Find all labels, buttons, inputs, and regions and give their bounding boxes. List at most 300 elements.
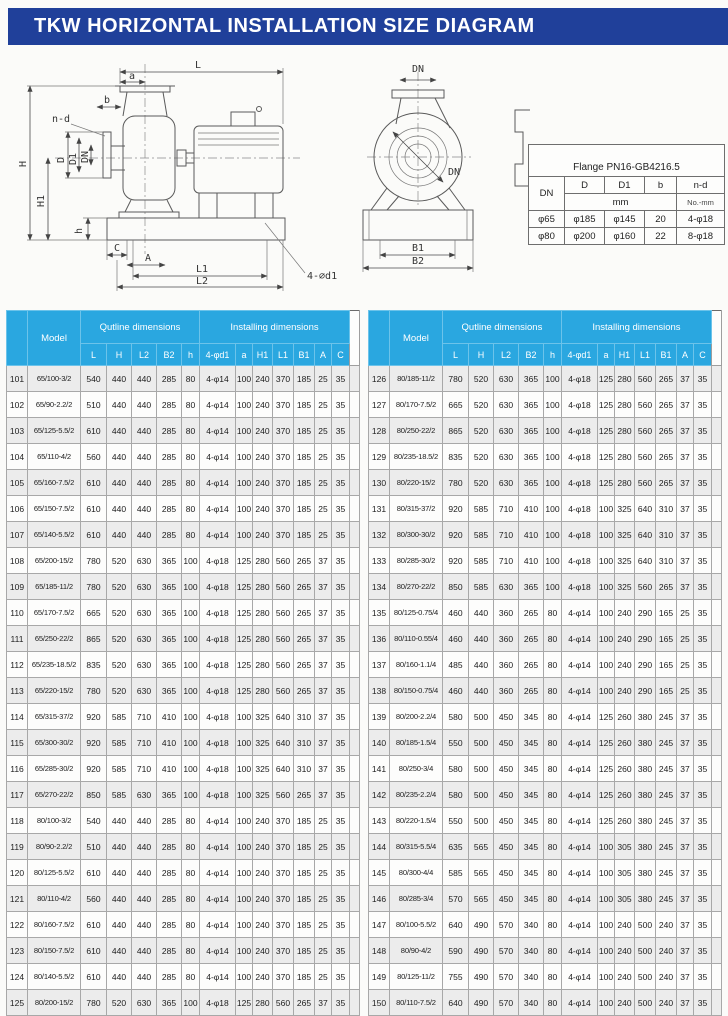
value-cell: 4-φ14	[200, 834, 236, 860]
value-cell: 370	[273, 418, 294, 444]
header-B1: B1	[294, 344, 315, 366]
dim-label-B2: B2	[411, 256, 425, 267]
header-outline-group: Qutline dimensions	[81, 311, 200, 344]
value-cell: 37	[676, 938, 693, 964]
table-row	[7, 756, 360, 782]
header-B2: B2	[157, 344, 182, 366]
value-cell: 340	[518, 938, 543, 964]
value-cell: 240	[253, 808, 273, 834]
spacer-cell	[712, 990, 722, 1016]
value-cell: 265	[294, 574, 315, 600]
value-cell: 100	[236, 730, 253, 756]
motor-foot	[255, 193, 273, 218]
value-cell: 370	[273, 444, 294, 470]
value-cell: 4-φ14	[561, 782, 597, 808]
value-cell: 305	[614, 860, 634, 886]
row-number: 146	[368, 886, 389, 912]
value-cell: 440	[132, 964, 157, 990]
value-cell: 245	[655, 782, 676, 808]
spacer-cell	[712, 756, 722, 782]
model-cell: 80/110-7.5/2	[389, 990, 442, 1016]
value-cell: 25	[315, 886, 332, 912]
value-cell: 4-φ18	[200, 678, 236, 704]
value-cell: 100	[543, 366, 561, 392]
value-cell: 4-φ18	[561, 574, 597, 600]
value-cell: 245	[655, 756, 676, 782]
value-cell: 100	[182, 782, 200, 808]
value-cell: 710	[493, 496, 518, 522]
value-cell: 440	[107, 964, 132, 990]
value-cell: 100	[597, 678, 614, 704]
flange-cell: 20	[645, 211, 677, 228]
value-cell: 4-φ14	[561, 808, 597, 834]
value-cell: 35	[332, 782, 350, 808]
value-cell: 240	[253, 938, 273, 964]
value-cell: 560	[634, 366, 655, 392]
header-a: a	[236, 344, 253, 366]
value-cell: 440	[132, 496, 157, 522]
row-number: 129	[368, 444, 389, 470]
flange-spec-table	[528, 144, 724, 245]
value-cell: 450	[493, 808, 518, 834]
value-cell: 780	[442, 366, 468, 392]
value-cell: 370	[273, 496, 294, 522]
value-cell: 125	[597, 730, 614, 756]
row-number: 141	[368, 756, 389, 782]
value-cell: 35	[332, 652, 350, 678]
value-cell: 4-φ18	[561, 470, 597, 496]
value-cell: 370	[273, 366, 294, 392]
value-cell: 920	[442, 496, 468, 522]
value-cell: 240	[614, 912, 634, 938]
value-cell: 440	[107, 860, 132, 886]
row-number: 124	[7, 964, 28, 990]
value-cell: 240	[614, 626, 634, 652]
spacer-cell	[712, 808, 722, 834]
value-cell: 25	[315, 418, 332, 444]
table-row	[7, 860, 360, 886]
value-cell: 35	[332, 496, 350, 522]
dim-label-DN: DN	[80, 150, 91, 164]
value-cell: 500	[634, 938, 655, 964]
value-cell: 780	[81, 574, 107, 600]
value-cell: 780	[81, 678, 107, 704]
value-cell: 565	[468, 860, 493, 886]
value-cell: 635	[442, 834, 468, 860]
value-cell: 240	[253, 886, 273, 912]
model-cell: 80/110-0.55/4	[389, 626, 442, 652]
table-row	[368, 860, 721, 886]
model-cell: 65/220-15/2	[28, 678, 81, 704]
value-cell: 365	[157, 782, 182, 808]
model-cell: 65/270-22/2	[28, 782, 81, 808]
value-cell: 410	[157, 730, 182, 756]
value-cell: 365	[157, 600, 182, 626]
table-row	[7, 574, 360, 600]
value-cell: 4-φ14	[200, 522, 236, 548]
model-cell: 80/160-1.1/4	[389, 652, 442, 678]
value-cell: 630	[132, 782, 157, 808]
value-cell: 570	[442, 886, 468, 912]
value-cell: 165	[655, 678, 676, 704]
value-cell: 35	[332, 600, 350, 626]
value-cell: 835	[81, 652, 107, 678]
value-cell: 265	[294, 626, 315, 652]
value-cell: 100	[182, 990, 200, 1016]
value-cell: 610	[81, 860, 107, 886]
value-cell: 410	[518, 548, 543, 574]
table-row	[368, 626, 721, 652]
value-cell: 560	[273, 652, 294, 678]
header-H: H	[107, 344, 132, 366]
row-number: 147	[368, 912, 389, 938]
value-cell: 345	[518, 834, 543, 860]
value-cell: 500	[634, 912, 655, 938]
value-cell: 185	[294, 860, 315, 886]
value-cell: 440	[132, 912, 157, 938]
value-cell: 280	[253, 574, 273, 600]
value-cell: 630	[132, 678, 157, 704]
value-cell: 100	[182, 704, 200, 730]
dim-label-D1: D1	[68, 152, 79, 166]
header-row-number	[368, 311, 389, 366]
value-cell: 560	[273, 678, 294, 704]
value-cell: 325	[614, 548, 634, 574]
value-cell: 280	[614, 444, 634, 470]
table-row	[368, 938, 721, 964]
value-cell: 360	[493, 626, 518, 652]
value-cell: 100	[597, 548, 614, 574]
value-cell: 4-φ14	[561, 626, 597, 652]
value-cell: 4-φ14	[561, 704, 597, 730]
value-cell: 35	[332, 704, 350, 730]
row-number: 145	[368, 860, 389, 886]
row-number: 122	[7, 912, 28, 938]
value-cell: 100	[597, 496, 614, 522]
value-cell: 25	[676, 678, 693, 704]
value-cell: 380	[634, 730, 655, 756]
value-cell: 240	[253, 366, 273, 392]
table-row	[368, 808, 721, 834]
value-cell: 100	[236, 444, 253, 470]
value-cell: 440	[132, 470, 157, 496]
dim-label-nd: n-d	[51, 114, 71, 125]
value-cell: 540	[81, 808, 107, 834]
value-cell: 440	[468, 626, 493, 652]
spacer-cell	[712, 392, 722, 418]
table-row	[368, 652, 721, 678]
value-cell: 100	[182, 678, 200, 704]
value-cell: 35	[332, 730, 350, 756]
value-cell: 80	[182, 522, 200, 548]
table-row	[7, 626, 360, 652]
value-cell: 80	[182, 964, 200, 990]
value-cell: 35	[332, 392, 350, 418]
value-cell: 490	[468, 990, 493, 1016]
value-cell: 100	[182, 574, 200, 600]
spacer-cell	[350, 444, 360, 470]
value-cell: 35	[693, 756, 711, 782]
model-cell: 80/285-3/4	[389, 886, 442, 912]
value-cell: 25	[315, 860, 332, 886]
page-title: TKW HORIZONTAL INSTALLATION SIZE DIAGRAM	[8, 8, 728, 45]
value-cell: 185	[294, 938, 315, 964]
value-cell: 440	[107, 444, 132, 470]
value-cell: 245	[655, 886, 676, 912]
value-cell: 80	[543, 704, 561, 730]
dim-label-a: a	[128, 71, 136, 82]
table-row	[368, 678, 721, 704]
value-cell: 865	[442, 418, 468, 444]
value-cell: 100	[597, 938, 614, 964]
value-cell: 165	[655, 600, 676, 626]
flange-row	[529, 211, 725, 228]
row-number: 150	[368, 990, 389, 1016]
value-cell: 570	[493, 964, 518, 990]
row-number: 144	[368, 834, 389, 860]
value-cell: 520	[107, 990, 132, 1016]
value-cell: 4-φ18	[561, 444, 597, 470]
spacer-cell	[712, 730, 722, 756]
value-cell: 37	[315, 600, 332, 626]
row-number: 118	[7, 808, 28, 834]
model-cell: 80/220-1.5/4	[389, 808, 442, 834]
value-cell: 80	[543, 886, 561, 912]
header-row-number	[7, 311, 28, 366]
spacer-cell	[712, 678, 722, 704]
spacer-cell	[350, 574, 360, 600]
table-row	[7, 886, 360, 912]
value-cell: 240	[253, 522, 273, 548]
value-cell: 25	[315, 808, 332, 834]
value-cell: 265	[294, 782, 315, 808]
flange-col-dn: DN	[529, 177, 565, 211]
value-cell: 37	[315, 678, 332, 704]
flange-cell: φ65	[529, 211, 565, 228]
value-cell: 365	[157, 652, 182, 678]
value-cell: 450	[493, 886, 518, 912]
value-cell: 510	[81, 834, 107, 860]
value-cell: 37	[676, 730, 693, 756]
value-cell: 240	[655, 938, 676, 964]
value-cell: 4-φ14	[200, 860, 236, 886]
header-L1: L1	[634, 344, 655, 366]
value-cell: 25	[315, 964, 332, 990]
value-cell: 37	[676, 548, 693, 574]
value-cell: 80	[543, 834, 561, 860]
value-cell: 835	[442, 444, 468, 470]
value-cell: 185	[294, 418, 315, 444]
row-number: 105	[7, 470, 28, 496]
spacer-cell	[350, 496, 360, 522]
header-B2: B2	[518, 344, 543, 366]
spacer-cell	[712, 938, 722, 964]
value-cell: 440	[468, 600, 493, 626]
value-cell: 35	[332, 522, 350, 548]
value-cell: 25	[315, 912, 332, 938]
row-number: 135	[368, 600, 389, 626]
flange-cell: 4-φ18	[677, 211, 725, 228]
value-cell: 185	[294, 366, 315, 392]
value-cell: 4-φ14	[200, 444, 236, 470]
value-cell: 4-φ14	[561, 652, 597, 678]
value-cell: 920	[442, 522, 468, 548]
value-cell: 35	[693, 990, 711, 1016]
value-cell: 240	[614, 600, 634, 626]
value-cell: 920	[442, 548, 468, 574]
value-cell: 245	[655, 834, 676, 860]
value-cell: 245	[655, 704, 676, 730]
spacer-cell	[712, 886, 722, 912]
value-cell: 325	[253, 730, 273, 756]
value-cell: 35	[693, 522, 711, 548]
value-cell: 80	[543, 730, 561, 756]
header-install-group: Installing dimensions	[200, 311, 350, 344]
value-cell: 100	[543, 574, 561, 600]
value-cell: 440	[107, 808, 132, 834]
value-cell: 265	[294, 652, 315, 678]
model-cell: 80/250-3/4	[389, 756, 442, 782]
value-cell: 37	[676, 470, 693, 496]
value-cell: 285	[157, 912, 182, 938]
value-cell: 585	[468, 548, 493, 574]
value-cell: 585	[468, 522, 493, 548]
value-cell: 35	[693, 834, 711, 860]
value-cell: 240	[253, 444, 273, 470]
table-row	[368, 730, 721, 756]
table-row	[7, 912, 360, 938]
value-cell: 35	[693, 964, 711, 990]
value-cell: 460	[442, 626, 468, 652]
value-cell: 125	[597, 418, 614, 444]
value-cell: 520	[107, 678, 132, 704]
value-cell: 4-φ14	[561, 730, 597, 756]
value-cell: 100	[236, 392, 253, 418]
value-cell: 4-φ18	[200, 600, 236, 626]
value-cell: 100	[236, 496, 253, 522]
table-row	[368, 444, 721, 470]
value-cell: 520	[468, 392, 493, 418]
row-number: 128	[368, 418, 389, 444]
value-cell: 440	[132, 938, 157, 964]
suction-flange	[103, 132, 111, 178]
value-cell: 440	[468, 678, 493, 704]
value-cell: 710	[132, 704, 157, 730]
value-cell: 100	[182, 652, 200, 678]
value-cell: 280	[253, 548, 273, 574]
row-number: 127	[368, 392, 389, 418]
value-cell: 125	[597, 704, 614, 730]
row-number: 134	[368, 574, 389, 600]
model-cell: 65/125-5.5/2	[28, 418, 81, 444]
row-number: 130	[368, 470, 389, 496]
spacer-cell	[350, 990, 360, 1016]
dimension-table-right	[368, 310, 722, 1016]
value-cell: 585	[107, 782, 132, 808]
flange-cell: φ200	[565, 228, 605, 245]
row-number: 117	[7, 782, 28, 808]
spacer-cell	[350, 860, 360, 886]
row-number: 113	[7, 678, 28, 704]
value-cell: 630	[132, 548, 157, 574]
value-cell: 440	[107, 522, 132, 548]
model-cell: 80/150-7.5/2	[28, 938, 81, 964]
value-cell: 35	[693, 574, 711, 600]
value-cell: 290	[634, 678, 655, 704]
value-cell: 100	[236, 886, 253, 912]
table-row	[368, 574, 721, 600]
value-cell: 100	[182, 756, 200, 782]
value-cell: 520	[107, 574, 132, 600]
header-outline-group: Qutline dimensions	[442, 311, 561, 344]
spacer-cell	[350, 808, 360, 834]
value-cell: 440	[107, 392, 132, 418]
value-cell: 265	[294, 600, 315, 626]
spacer-cell	[712, 600, 722, 626]
value-cell: 370	[273, 470, 294, 496]
model-cell: 65/90-2.2/2	[28, 392, 81, 418]
value-cell: 165	[655, 626, 676, 652]
value-cell: 100	[182, 730, 200, 756]
value-cell: 100	[182, 600, 200, 626]
table-row	[368, 392, 721, 418]
value-cell: 245	[655, 808, 676, 834]
value-cell: 630	[132, 990, 157, 1016]
table-row	[7, 704, 360, 730]
model-cell: 65/170-7.5/2	[28, 600, 81, 626]
value-cell: 185	[294, 834, 315, 860]
spacer-cell	[350, 678, 360, 704]
spacer-cell	[712, 782, 722, 808]
value-cell: 35	[332, 860, 350, 886]
header-L2: L2	[132, 344, 157, 366]
row-number: 120	[7, 860, 28, 886]
value-cell: 285	[157, 496, 182, 522]
model-cell: 80/125-5.5/2	[28, 860, 81, 886]
value-cell: 100	[236, 834, 253, 860]
value-cell: 80	[182, 366, 200, 392]
model-cell: 80/170-7.5/2	[389, 392, 442, 418]
value-cell: 4-φ18	[200, 704, 236, 730]
row-number: 109	[7, 574, 28, 600]
model-cell: 80/250-22/2	[389, 418, 442, 444]
value-cell: 4-φ18	[200, 730, 236, 756]
value-cell: 585	[468, 574, 493, 600]
value-cell: 370	[273, 522, 294, 548]
spacer-cell	[712, 522, 722, 548]
value-cell: 35	[693, 600, 711, 626]
pump-foot	[119, 212, 179, 218]
value-cell: 285	[157, 886, 182, 912]
table-row	[368, 912, 721, 938]
value-cell: 4-φ18	[561, 548, 597, 574]
value-cell: 185	[294, 886, 315, 912]
value-cell: 35	[332, 964, 350, 990]
value-cell: 4-φ14	[561, 912, 597, 938]
table-row	[7, 938, 360, 964]
value-cell: 850	[442, 574, 468, 600]
value-cell: 380	[634, 886, 655, 912]
value-cell: 80	[182, 444, 200, 470]
value-cell: 280	[614, 470, 634, 496]
value-cell: 585	[468, 496, 493, 522]
table-row	[7, 418, 360, 444]
model-cell: 65/250-22/2	[28, 626, 81, 652]
value-cell: 550	[442, 808, 468, 834]
header-C: C	[693, 344, 711, 366]
value-cell: 340	[518, 964, 543, 990]
value-cell: 100	[597, 574, 614, 600]
